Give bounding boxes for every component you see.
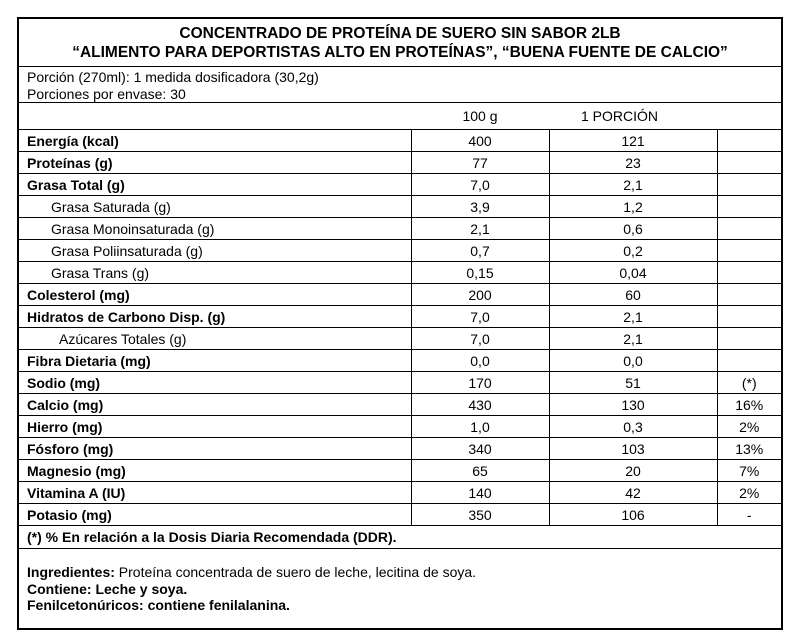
- value-per-100g: 1,0: [411, 416, 549, 438]
- table-row: [19, 152, 781, 174]
- nutrition-table: [19, 103, 781, 526]
- nutrient-name: Vitamina A (IU): [19, 482, 411, 504]
- nutrient-name: Grasa Trans (g): [19, 262, 411, 284]
- table-row: [19, 328, 781, 350]
- nutrient-name: Proteínas (g): [19, 152, 411, 174]
- value-ddr: [717, 284, 781, 306]
- header-per-portion: 1 PORCIÓN: [549, 103, 717, 130]
- value-per-portion: 121: [549, 130, 717, 152]
- value-per-100g: 170: [411, 372, 549, 394]
- nutrient-name: Grasa Saturada (g): [19, 196, 411, 218]
- table-row: [19, 218, 781, 240]
- header-nutrient: [19, 103, 411, 130]
- phenylketonuric-warning: Fenilcetonúricos: contiene fenilalanina.: [27, 597, 290, 613]
- nutrient-name: Potasio (mg): [19, 504, 411, 526]
- value-per-portion: 2,1: [549, 328, 717, 350]
- table-row: [19, 174, 781, 196]
- value-per-100g: 340: [411, 438, 549, 460]
- value-per-portion: 23: [549, 152, 717, 174]
- value-per-100g: 2,1: [411, 218, 549, 240]
- value-per-portion: 1,2: [549, 196, 717, 218]
- value-ddr: [717, 174, 781, 196]
- ddr-footnote: (*) % En relación a la Dosis Diaria Recomendada (DDR).: [19, 526, 781, 549]
- value-per-portion: 20: [549, 460, 717, 482]
- value-per-portion: 51: [549, 372, 717, 394]
- value-per-portion: 0,2: [549, 240, 717, 262]
- value-ddr: [717, 218, 781, 240]
- value-per-100g: 200: [411, 284, 549, 306]
- value-per-portion: 2,1: [549, 306, 717, 328]
- table-row: [19, 306, 781, 328]
- table-header-row: [19, 103, 781, 130]
- table-row: [19, 196, 781, 218]
- table-row: [19, 284, 781, 306]
- value-per-100g: 0,7: [411, 240, 549, 262]
- value-per-portion: 103: [549, 438, 717, 460]
- value-per-100g: 65: [411, 460, 549, 482]
- value-per-portion: 2,1: [549, 174, 717, 196]
- value-per-portion: 42: [549, 482, 717, 504]
- nutrient-name: Fósforo (mg): [19, 438, 411, 460]
- table-row: [19, 394, 781, 416]
- nutrient-name: Azúcares Totales (g): [19, 328, 411, 350]
- value-ddr: 7%: [717, 460, 781, 482]
- nutrient-name: Calcio (mg): [19, 394, 411, 416]
- servings-per-container: Porciones por envase: 30: [27, 85, 186, 102]
- value-per-100g: 7,0: [411, 306, 549, 328]
- header-per-100g: 100 g: [411, 103, 549, 130]
- value-ddr: [717, 350, 781, 372]
- allergen-statement: Contiene: Leche y soya.: [27, 580, 188, 597]
- table-row: [19, 350, 781, 372]
- nutrient-name: Magnesio (mg): [19, 460, 411, 482]
- value-per-100g: 7,0: [411, 328, 549, 350]
- value-per-100g: 430: [411, 394, 549, 416]
- ingredients-line: [27, 564, 781, 581]
- value-ddr: 2%: [717, 482, 781, 504]
- nutrient-name: Grasa Monoinsaturada (g): [19, 218, 411, 240]
- value-per-portion: 0,04: [549, 262, 717, 284]
- value-ddr: [717, 262, 781, 284]
- value-per-100g: 400: [411, 130, 549, 152]
- value-per-100g: 3,9: [411, 196, 549, 218]
- product-name: CONCENTRADO DE PROTEÍNA DE SUERO SIN SABOR 2LB: [179, 25, 621, 42]
- table-row: [19, 240, 781, 262]
- portion-size: Porción (270ml): 1 medida dosificadora (30,2g): [27, 69, 319, 85]
- header-ddr: [717, 103, 781, 130]
- nutrient-name: Grasa Total (g): [19, 174, 411, 196]
- nutrition-label: [17, 17, 783, 630]
- product-claims: “ALIMENTO PARA DEPORTISTAS ALTO EN PROTEÍNAS”, “BUENA FUENTE DE CALCIO”: [72, 44, 728, 61]
- value-per-portion: 0,0: [549, 350, 717, 372]
- nutrient-name: Hierro (mg): [19, 416, 411, 438]
- value-ddr: [717, 152, 781, 174]
- ingredients-label: Ingredientes:: [27, 564, 115, 580]
- value-ddr: 13%: [717, 438, 781, 460]
- label-title: [19, 19, 781, 67]
- value-per-portion: 0,6: [549, 218, 717, 240]
- value-per-100g: 350: [411, 504, 549, 526]
- table-row: [19, 416, 781, 438]
- table-row: [19, 438, 781, 460]
- nutrient-name: Colesterol (mg): [19, 284, 411, 306]
- table-row: [19, 262, 781, 284]
- nutrient-name: Energía (kcal): [19, 130, 411, 152]
- nutrient-name: Fibra Dietaria (mg): [19, 350, 411, 372]
- value-per-portion: 0,3: [549, 416, 717, 438]
- value-ddr: [717, 196, 781, 218]
- table-row: [19, 482, 781, 504]
- value-per-100g: 7,0: [411, 174, 549, 196]
- value-ddr: [717, 306, 781, 328]
- value-ddr: 16%: [717, 394, 781, 416]
- table-row: [19, 504, 781, 526]
- table-row: [19, 372, 781, 394]
- value-per-portion: 60: [549, 284, 717, 306]
- value-per-portion: 130: [549, 394, 717, 416]
- value-per-100g: 0,15: [411, 262, 549, 284]
- value-ddr: 2%: [717, 416, 781, 438]
- value-ddr: [717, 240, 781, 262]
- nutrient-name: Grasa Poliinsaturada (g): [19, 240, 411, 262]
- value-per-100g: 77: [411, 152, 549, 174]
- value-per-100g: 140: [411, 482, 549, 504]
- value-per-100g: 0,0: [411, 350, 549, 372]
- value-per-portion: 106: [549, 504, 717, 526]
- value-ddr: [717, 130, 781, 152]
- table-row: [19, 460, 781, 482]
- value-ddr: [717, 328, 781, 350]
- ingredients-text: Proteína concentrada de suero de leche, lecitina de soya.: [114, 564, 477, 580]
- portion-info: [19, 67, 781, 103]
- ingredients-block: [19, 549, 781, 614]
- value-ddr: (*): [717, 372, 781, 394]
- nutrient-name: Hidratos de Carbono Disp. (g): [19, 306, 411, 328]
- table-row: [19, 130, 781, 152]
- value-ddr: -: [717, 504, 781, 526]
- nutrient-name: Sodio (mg): [19, 372, 411, 394]
